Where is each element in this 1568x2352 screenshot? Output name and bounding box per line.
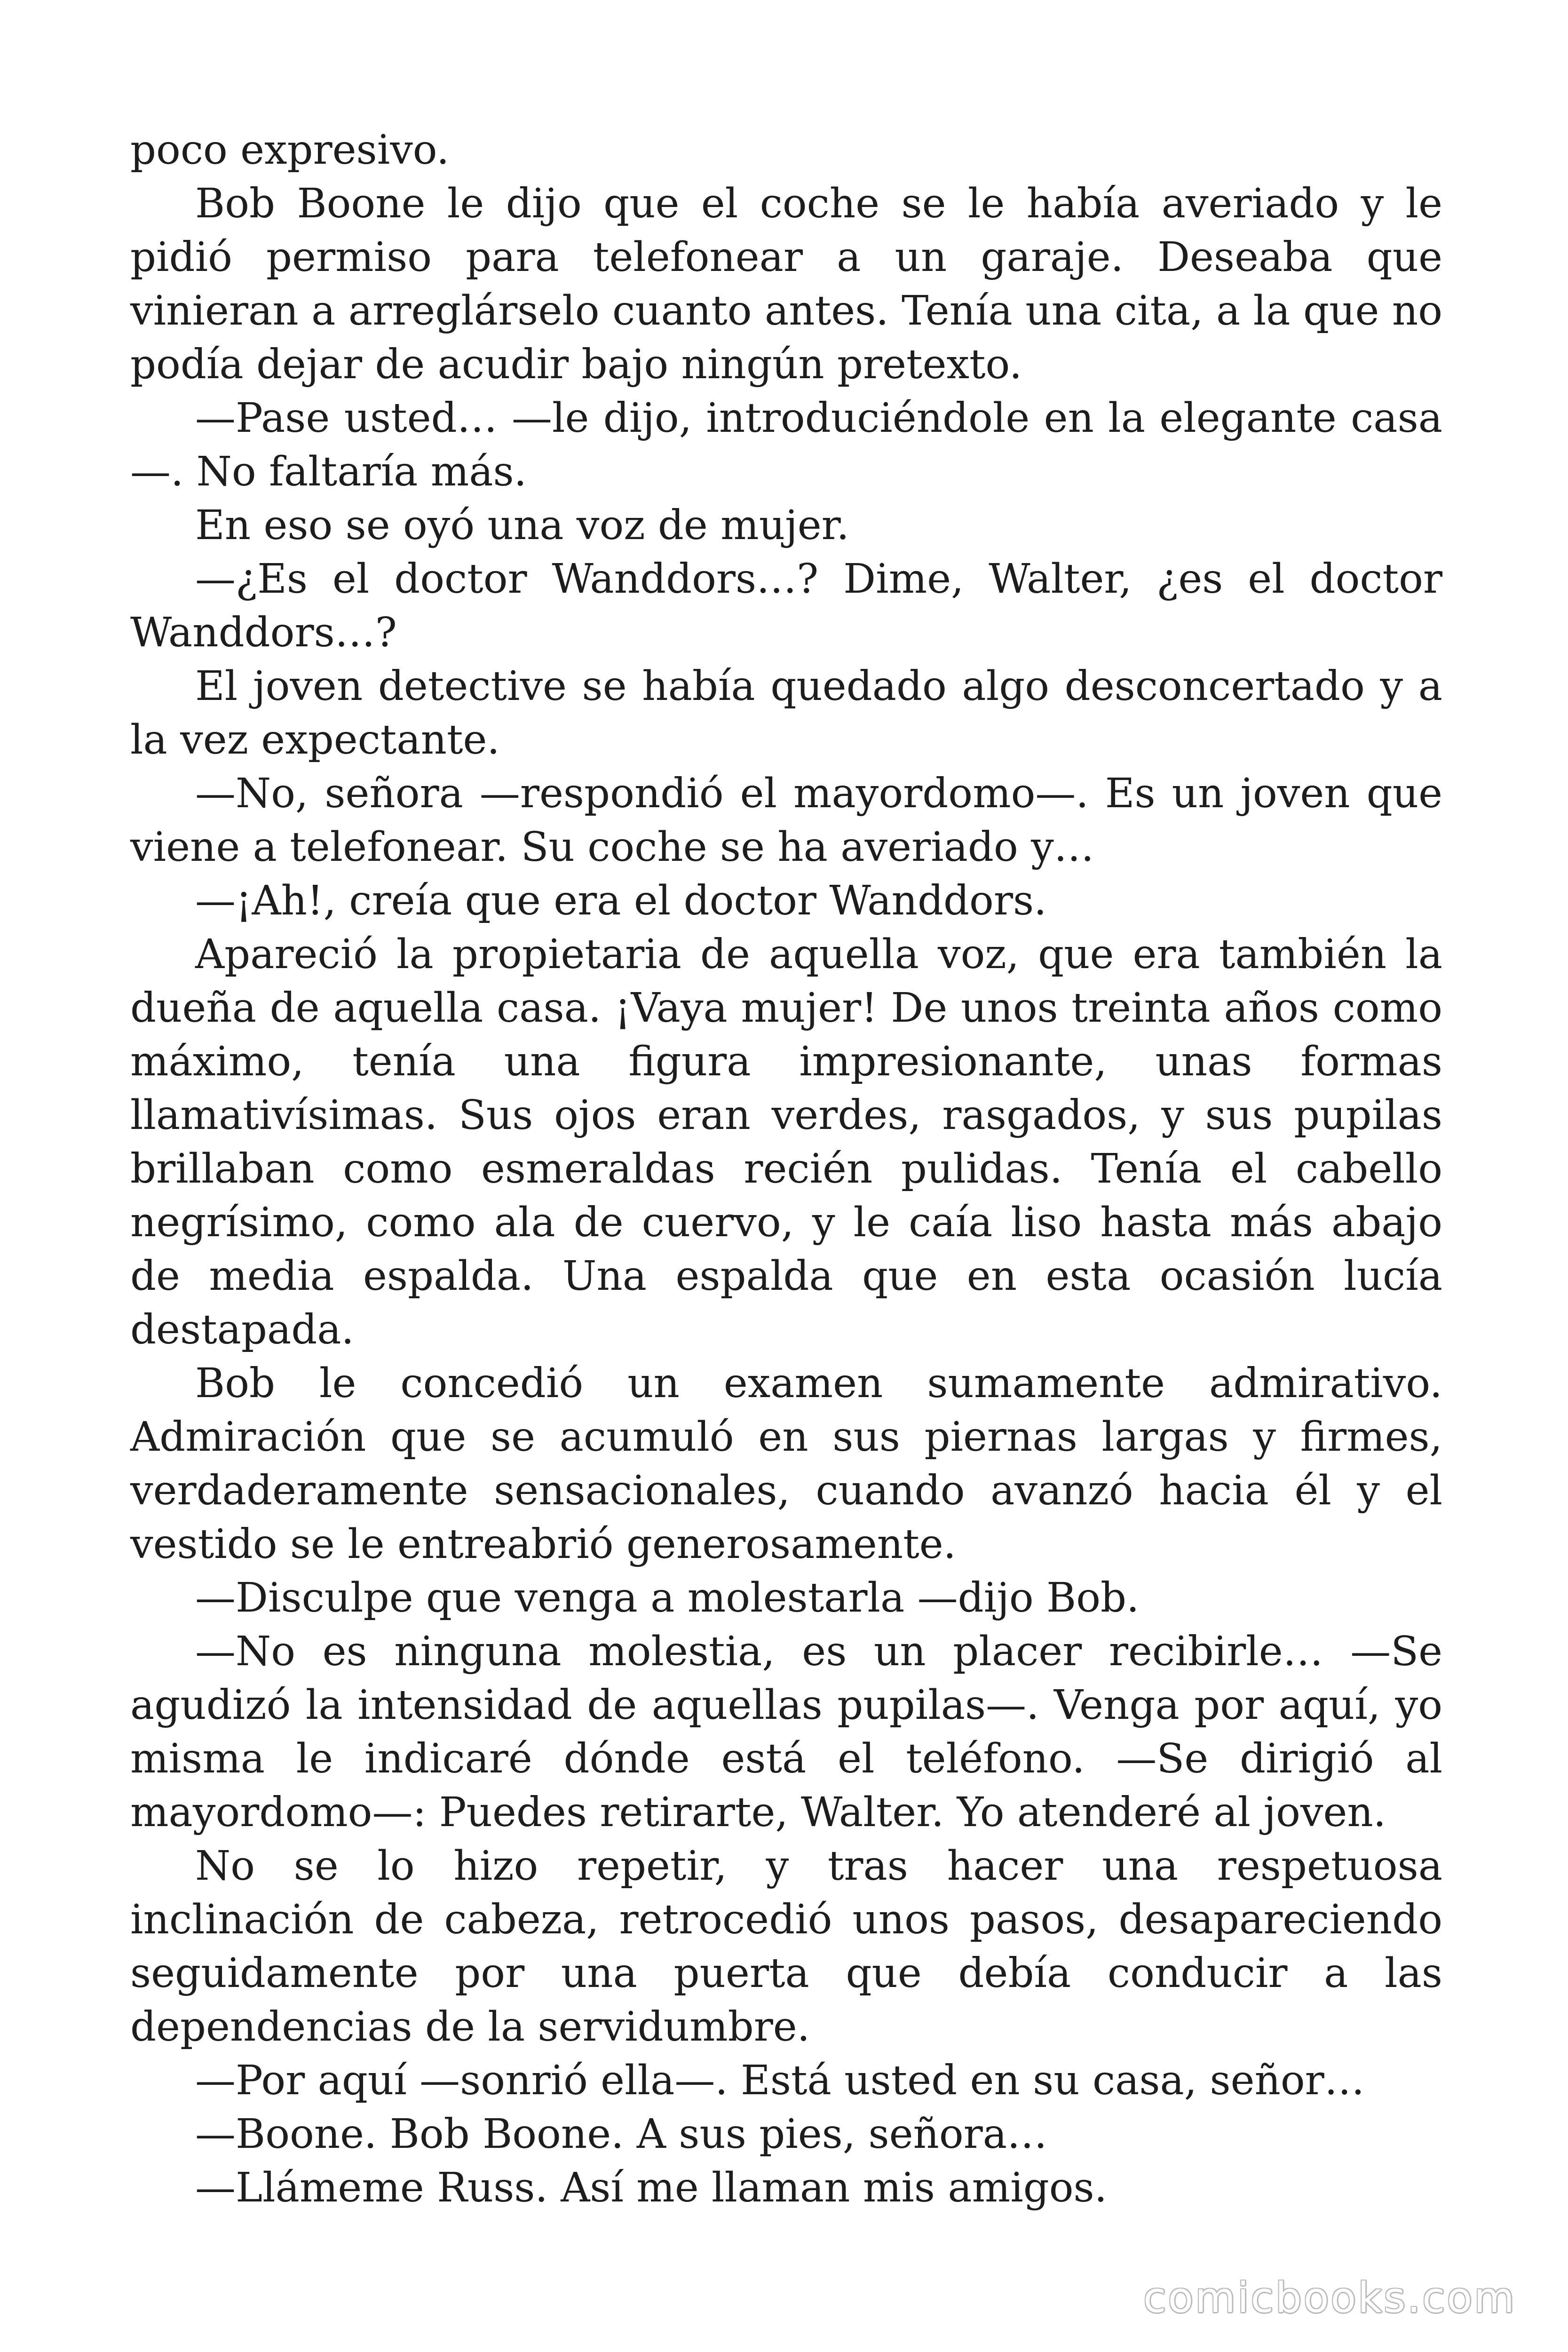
paragraph-14: —Por aquí —sonrió ella—. Está usted en su casa, señor… [195,2057,1365,2104]
paragraph-16: —Llámeme Russ. Así me llaman mis amigos. [195,2164,1108,2211]
paragraph-15: —Boone. Bob Boone. A sus pies, señora… [195,2111,1048,2158]
paragraph-12: —No es ninguna molestia, es un placer recibirle… —Se agudizó la intensidad de aquellas pupilas—. Venga por aquí, yo misma le indicaré dónde está el teléfono. —Se dirigió al mayordomo—: Puedes retirarte, Walter. Yo atenderé al joven. [130,1628,1442,1836]
paragraph-4: En eso se oyó una voz de mujer. [195,502,849,549]
paragraph-1: poco expresivo. [130,127,450,174]
watermark: comicbooks.com [1143,2273,1516,2322]
paragraph-2: Bob Boone le dijo que el coche se le había averiado y le pidió permiso para telefonear a un garaje. Deseaba que vinieran a arreglárselo cuanto antes. Tenía una cita, a la que no podía dejar de acudir bajo ningún pretexto. [130,180,1442,388]
paragraph-5: —¿Es el doctor Wanddors…? Dime, Walter, ¿es el doctor Wanddors…? [130,556,1442,656]
paragraph-6: El joven detective se había quedado algo desconcertado y a la vez expectante. [130,663,1442,763]
paragraph-3: —Pase usted… —le dijo, introduciéndole en la elegante casa—. No faltaría más. [130,395,1442,495]
paragraph-7: —No, señora —respondió el mayordomo—. Es un joven que viene a telefonear. Su coche se ha averiado y… [130,770,1442,871]
paragraph-11: —Disculpe que venga a molestarla —dijo Bob. [195,1574,1140,1621]
paragraph-8: —¡Ah!, creía que era el doctor Wanddors. [195,877,1047,924]
paragraph-10: Bob le concedió un examen sumamente admirativo. Admiración que se acumuló en sus piernas largas y firmes, verdaderamente sensacionales, cuando avanzó hacia él y el vestido se le entreabrió generosamente. [130,1360,1442,1568]
page-text [130,123,1442,2215]
paragraph-13: No se lo hizo repetir, y tras hacer una respetuosa inclinación de cabeza, retrocedió unos pasos, desapareciendo seguidamente por una puerta que debía conducir a las dependencias de la servidumbre. [130,1843,1442,2050]
paragraph-9: Apareció la propietaria de aquella voz, que era también la dueña de aquella casa. ¡Vaya mujer! De unos treinta años como máximo, tenía una figura impresionante, unas formas llamativísimas. Sus ojos eran verdes, rasgados, y sus pupilas brillaban como esmeraldas recién pulidas. Tenía el cabello negrísimo, como ala de cuervo, y le caía liso hasta más abajo de media espalda. Una espalda que en esta ocasión lucía destapada. [130,931,1442,1353]
